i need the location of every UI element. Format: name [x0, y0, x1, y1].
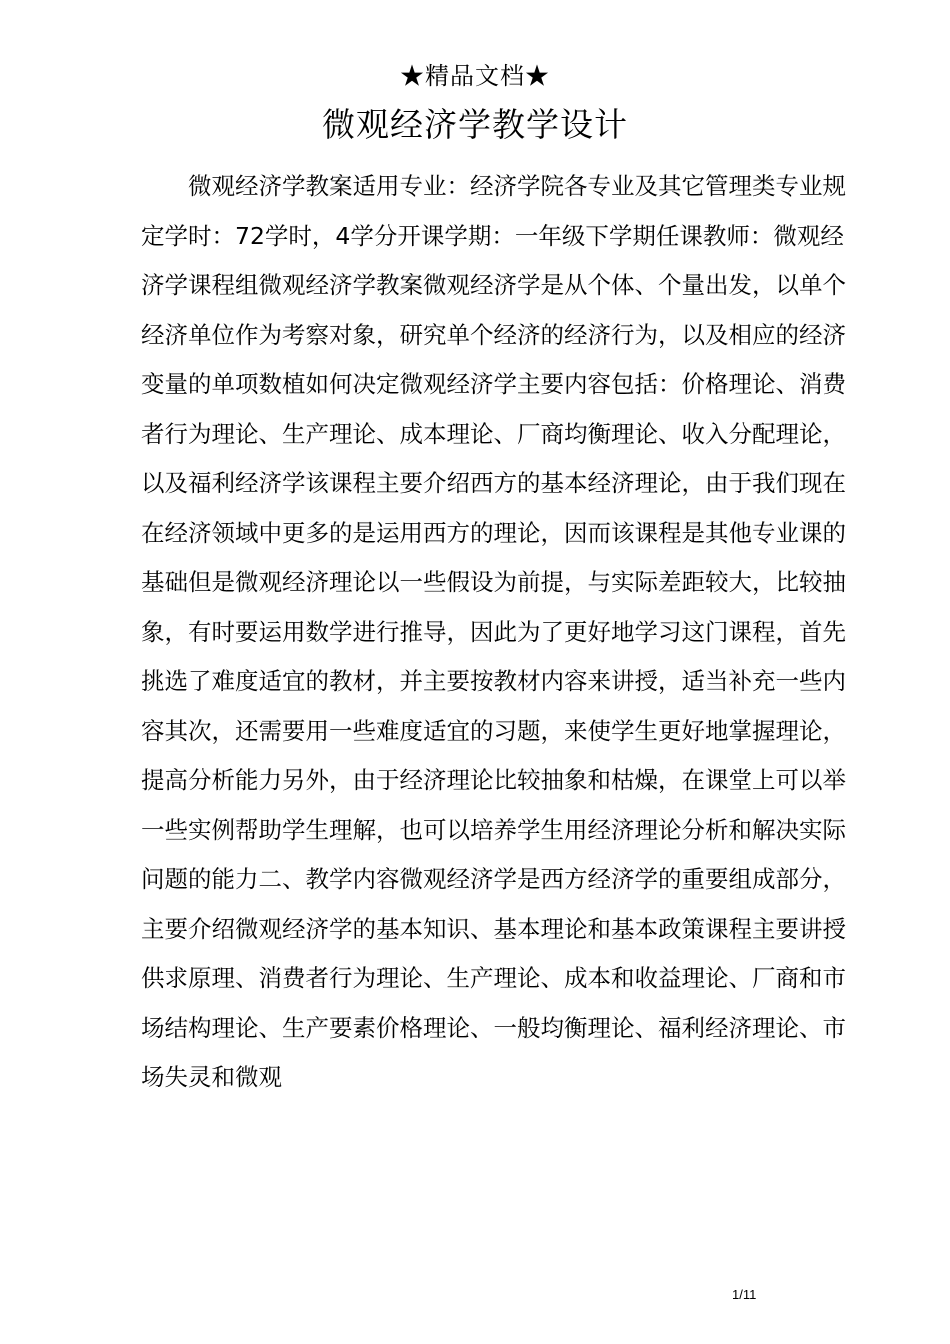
- document-title: 微观经济学教学设计: [322, 105, 628, 144]
- header-mark: ★精品文档★: [400, 62, 550, 90]
- page-number: 1/11: [732, 1287, 757, 1302]
- body-paragraph: 微观经济学教案适用专业：经济学院各专业及其它管理类专业规定学时：72学时，4学分开课学期：一年级下学期任课教师：微观经济学课程组微观经济学教案微观经济学是从个体、个量出发，以单个经济单位作为考察对象，研究单个经济的经济行为，以及相应的经济变量的单项数植如何决定微观经济学主要内容包括：价格理论、消费者行为理论、生产理论、成本理论、厂商均衡理论、收入分配理论，以及福利经济学该课程主要介绍西方的基本经济理论，由于我们现在在经济领域中更多的是运用西方的理论，因而该课程是其他专业课的基础但是微观经济理论以一些假设为前提，与实际差距较大，比较抽象，有时要运用数学进行推导，因此为了更好地学习这门课程，首先挑选了难度适宜的教材，并主要按教材内容来讲授，适当补充一些内容其次，还需要用一些难度适宜的习题，来使学生更好地掌握理论，提高分析能力另外，由于经济理论比较抽象和枯燥，在课堂上可以举一些实例帮助学生理解，也可以培养学生用经济理论分析和解决实际问题的能力二、教学内容微观经济学是西方经济学的重要组成部分，主要介绍微观经济学的基本知识、基本理论和基本政策课程主要讲授供求原理、消费者行为理论、生产理论、成本和收益理论、厂商和市场结构理论、生产要素价格理论、一般均衡理论、福利经济理论、市场失灵和微观: [141, 172, 846, 1091]
